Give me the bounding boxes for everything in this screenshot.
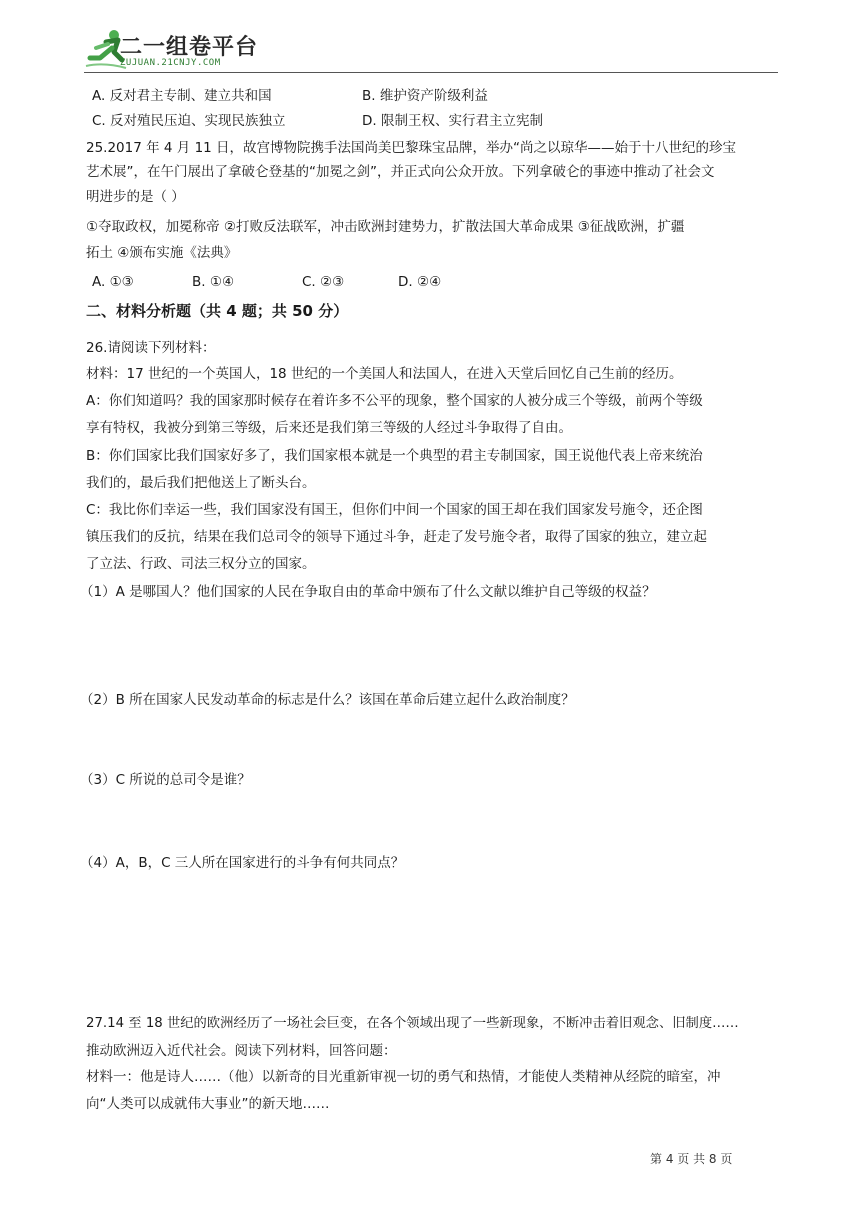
q25-items-line1: ①夺取政权，加冕称帝 ②打败反法联军，冲击欧洲封建势力，扩散法国大革命成果 ③征战欧洲，扩疆 [86, 219, 685, 235]
q26-a-line2: 享有特权，我被分到第三等级，后来还是我们第三等级的人经过斗争取得了自由。 [86, 420, 572, 436]
section-title: 二、材料分析题（共 4 题；共 50 分） [86, 302, 349, 320]
q24-option-a: A. 反对君主专制、建立共和国 [92, 88, 272, 104]
page-number: 第 4 页 共 8 页 [650, 1152, 733, 1166]
q26-b-line2: 我们的，最后我们把他送上了断头台。 [86, 475, 316, 491]
header-divider [84, 72, 778, 73]
q26-a-line1: A：你们知道吗？我的国家那时候存在着许多不公平的现象，整个国家的人被分成三个等级，前两个等级 [86, 393, 703, 409]
q25-option-c: C. ②③ [302, 274, 345, 290]
q26-subquestion-1: （1）A 是哪国人？他们国家的人民在争取自由的革命中颁布了什么文献以维护自己等级的权益？ [80, 584, 656, 600]
q25-stem-line3: 明进步的是（ ） [86, 189, 185, 205]
q24-option-b: B. 维护资产阶级利益 [362, 88, 488, 104]
q27-stem-line2: 推动欧洲迈入近代社会。阅读下列材料，回答问题： [86, 1043, 397, 1059]
q26-b-line1: B：你们国家比我们国家好多了，我们国家根本就是一个典型的君主专制国家，国王说他代表上帝来统治 [86, 448, 703, 464]
q26-c-line2: 镇压我们的反抗，结果在我们总司令的领导下通过斗争，赶走了发号施令者，取得了国家的独立，建立起 [86, 529, 707, 545]
q26-subquestion-2: （2）B 所在国家人民发动革命的标志是什么？该国在革命后建立起什么政治制度？ [80, 692, 575, 708]
platform-logo [84, 28, 274, 70]
q25-stem-line2: 艺术展”，在午门展出了拿破仑登基的“加冕之剑”，并正式向公众开放。下列拿破仑的事迹中推动了社会文 [86, 164, 715, 180]
q24-option-d: D. 限制王权、实行君主立宪制 [362, 113, 543, 129]
q26-c-line3: 了立法、行政、司法三权分立的国家。 [86, 556, 316, 572]
q24-option-c: C. 反对殖民压迫、实现民族独立 [92, 113, 286, 129]
q25-stem-line1: 25.2017 年 4 月 11 日，故宫博物院携手法国尚美巴黎珠宝品牌，举办“尚之以琼华——始于十八世纪的珍宝 [86, 140, 737, 156]
q27-material-line2: 向“人类可以成就伟大事业”的新天地…… [86, 1096, 330, 1112]
q25-option-d: D. ②④ [398, 274, 442, 290]
q26-subquestion-4: （4）A，B，C 三人所在国家进行的斗争有何共同点？ [80, 855, 405, 871]
q26-intro: 26.请阅读下列材料： [86, 340, 216, 356]
q26-subquestion-3: （3）C 所说的总司令是谁？ [80, 772, 251, 788]
q26-c-line1: C：我比你们幸运一些，我们国家没有国王，但你们中间一个国家的国王却在我们国家发号施令，还企图 [86, 502, 703, 518]
logo-url: ZUJUAN.21CNJY.COM [120, 58, 221, 68]
q27-stem-line1: 27.14 至 18 世纪的欧洲经历了一场社会巨变，在各个领域出现了一些新现象，不断冲击着旧观念、旧制度…… [86, 1016, 739, 1031]
page-header [84, 22, 778, 74]
q27-material-line1: 材料一：他是诗人……（他）以新奇的目光重新审视一切的勇气和热情，才能使人类精神从经院的暗室，冲 [86, 1069, 721, 1085]
logo-text: 二一组卷平台 [120, 35, 259, 60]
q25-option-a: A. ①③ [92, 274, 134, 290]
q25-option-b: B. ①④ [192, 274, 235, 290]
q26-material: 材料：17 世纪的一个英国人，18 世纪的一个美国人和法国人，在进入天堂后回忆自己生前的经历。 [86, 366, 683, 382]
q25-items-line2: 拓土 ④颁布实施《法典》 [86, 245, 238, 261]
